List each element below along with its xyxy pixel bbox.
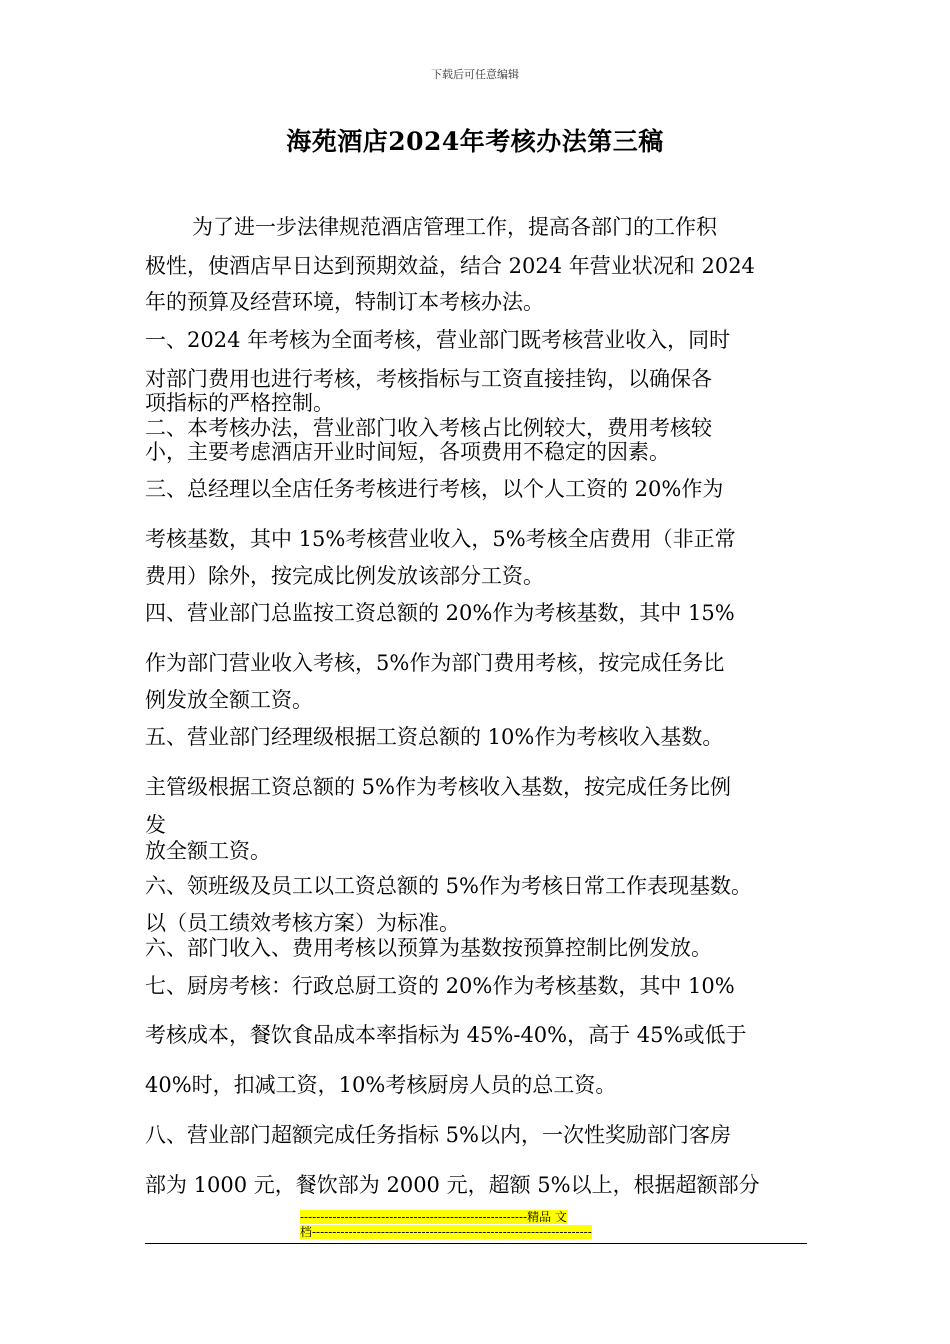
body-line: 三、总经理以全店任务考核进行考核，以个人工资的 20%作为 [145, 477, 724, 501]
body-line: 年的预算及经营环境，特制订本考核办法。 [145, 290, 544, 314]
body-line: 为了进一步法律规范酒店管理工作，提高各部门的工作积 [192, 215, 717, 239]
footer-line-1: --------------------------------------------------------精品 文 [300, 1210, 567, 1224]
header-note: 下载后可任意编辑 [431, 68, 519, 81]
body-line: 六、部门收入、费用考核以预算为基数按预算控制比例发放。 [145, 936, 712, 960]
body-line: 七、厨房考核：行政总厨工资的 20%作为考核基数，其中 10% [145, 974, 735, 998]
body-line: 六、领班级及员工以工资总额的 5%作为考核日常工作表现基数。 [145, 874, 752, 898]
footer-divider [145, 1243, 807, 1244]
body-line: 部为 1000 元，餐饮部为 2000 元，超额 5%以上，根据超额部分 [145, 1173, 760, 1197]
body-line: 对部门费用也进行考核，考核指标与工资直接挂钩，以确保各 [145, 367, 712, 391]
body-line: 四、营业部门总监按工资总额的 20%作为考核基数，其中 15% [145, 601, 735, 625]
body-line: 以（员工绩效考核方案）为标准。 [145, 911, 460, 935]
body-line: 放全额工资。 [145, 839, 271, 863]
body-line: 40%时，扣减工资，10%考核厨房人员的总工资。 [145, 1073, 617, 1097]
body-line: 作为部门营业收入考核，5%作为部门费用考核，按完成任务比 [145, 651, 725, 675]
body-line: 考核成本，餐饮食品成本率指标为 45%-40%，高于 45%或低于 [145, 1023, 747, 1047]
body-line: 例发放全额工资。 [145, 688, 313, 712]
body-line: 五、营业部门经理级根据工资总额的 10%作为考核收入基数。 [145, 725, 724, 749]
body-line: 发 [145, 813, 166, 837]
footer-watermark [300, 1210, 650, 1240]
body-line: 费用）除外，按完成比例发放该部分工资。 [145, 564, 544, 588]
body-line: 小，主要考虑酒店开业时间短，各项费用不稳定的因素。 [145, 440, 670, 464]
body-line: 考核基数，其中 15%考核营业收入，5%考核全店费用（非正常 [145, 527, 736, 551]
body-line: 一、2024 年考核为全面考核，营业部门既考核营业收入，同时 [145, 328, 731, 352]
body-line: 二、本考核办法，营业部门收入考核占比例较大，费用考核较 [145, 416, 712, 440]
body-line: 八、营业部门超额完成任务指标 5%以内，一次性奖励部门客房 [145, 1123, 731, 1147]
body-line: 主管级根据工资总额的 5%作为考核收入基数，按完成任务比例 [145, 775, 731, 799]
footer-line-2: 档--------------------------------------------------------------------- [300, 1225, 592, 1239]
body-line: 项指标的严格控制。 [145, 391, 334, 415]
document-title: 海苑酒店2024年考核办法第三稿 [286, 127, 664, 156]
body-line: 极性，使酒店早日达到预期效益，结合 2024 年营业状况和 2024 [145, 254, 755, 278]
